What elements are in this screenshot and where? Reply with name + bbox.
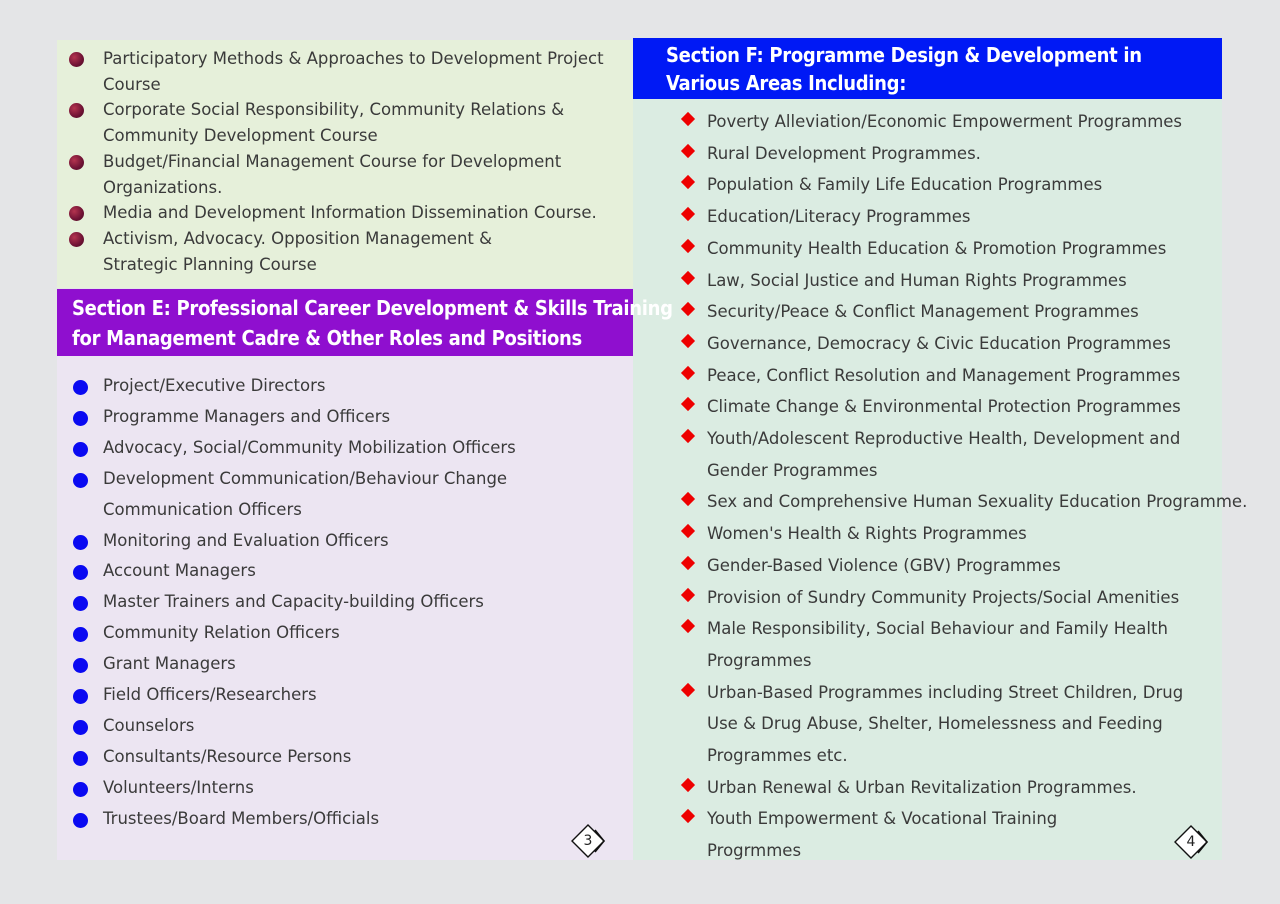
programme-list-item: Urban-Based Programmes including Street Children, Drug <box>707 682 1184 702</box>
maroon-bullet-icon <box>69 155 84 170</box>
programme-list-item: Education/Literacy Programmes <box>707 207 971 227</box>
role-list-item: Grant Managers <box>103 654 236 674</box>
course-list-item: Budget/Financial Management Course for Development <box>103 151 562 171</box>
course-list-item: Corporate Social Responsibility, Community Relations & <box>103 100 565 120</box>
programme-list-item: Law, Social Justice and Human Rights Programmes <box>707 270 1127 290</box>
blue-bullet-icon <box>73 411 88 426</box>
blue-bullet-icon <box>73 813 88 828</box>
blue-bullet-icon <box>73 380 88 395</box>
course-list-item: Activism, Advocacy. Opposition Management & <box>103 228 492 248</box>
programme-list-item: Poverty Alleviation/Economic Empowerment Programmes <box>707 112 1183 131</box>
page-number-4 <box>1174 825 1208 859</box>
programme-list-item: Climate Change & Environmental Protection Programmes <box>707 397 1181 417</box>
section-f-title-line1: Section F: Programme Design & Development in <box>666 43 1142 67</box>
programme-list-item: Youth Empowerment & Vocational Training <box>707 809 1058 829</box>
section-e-title-line1: Section E: Professional Career Development & Skills Training <box>72 296 673 320</box>
section-e-header <box>57 289 673 356</box>
programme-list-item: Male Responsibility, Social Behaviour and Family Health <box>707 619 1168 639</box>
course-list-item: Organizations. <box>103 177 223 197</box>
role-list-item: Project/Executive Directors <box>103 376 326 395</box>
role-list-item: Counselors <box>103 715 195 735</box>
programme-list-item: Gender Programmes <box>707 460 878 480</box>
role-list-item: Communication Officers <box>103 499 302 519</box>
blue-bullet-icon <box>73 689 88 704</box>
page-number-3 <box>571 824 605 858</box>
role-list-item: Field Officers/Researchers <box>103 685 317 704</box>
role-list-item: Master Trainers and Capacity-building Officers <box>103 592 484 612</box>
section-e-title-line2: for Management Cadre & Other Roles and Positions <box>72 326 582 350</box>
programme-list-item: Population & Family Life Education Programmes <box>707 175 1103 195</box>
page-number-label: 3 <box>583 833 593 849</box>
role-list-item: Account Managers <box>103 561 256 581</box>
programme-list-item: Community Health Education & Promotion Programmes <box>707 238 1167 258</box>
section-f-title-line2: Various Areas Including: <box>666 71 907 95</box>
blue-bullet-icon <box>73 535 88 550</box>
programme-list-item: Sex and Comprehensive Human Sexuality Education Programme. <box>707 492 1248 512</box>
page-number-label: 4 <box>1186 834 1196 850</box>
role-list-item: Community Relation Officers <box>103 623 340 643</box>
role-list-item: Programme Managers and Officers <box>103 406 391 426</box>
section-f-header <box>633 38 1222 99</box>
programme-list-item: Security/Peace & Conflict Management Programmes <box>707 302 1139 322</box>
course-list-item: Media and Development Information Dissemination Course. <box>103 203 597 223</box>
programme-list-item: Progrmmes <box>707 841 802 861</box>
maroon-bullet-icon <box>69 232 84 247</box>
course-list-item: Strategic Planning Course <box>103 254 317 274</box>
blue-bullet-icon <box>73 720 88 735</box>
programme-list-item: Youth/Adolescent Reproductive Health, Development and <box>707 429 1181 448</box>
blue-bullet-icon <box>73 782 88 797</box>
programme-list-item: Peace, Conflict Resolution and Management Programmes <box>707 365 1181 385</box>
blue-bullet-icon <box>73 473 88 488</box>
programme-list-item: Governance, Democracy & Civic Education Programmes <box>707 333 1171 353</box>
programme-list-item: Use & Drug Abuse, Shelter, Homelessness and Feeding <box>707 714 1163 734</box>
programme-list-item: Programmes <box>707 650 812 670</box>
role-list-item: Consultants/Resource Persons <box>103 746 352 766</box>
course-list-item: Community Development Course <box>103 126 378 146</box>
maroon-bullet-icon <box>69 52 84 67</box>
blue-bullet-icon <box>73 658 88 673</box>
role-list-item: Volunteers/Interns <box>103 777 254 797</box>
course-list-item: Participatory Methods & Approaches to Development Project <box>103 49 604 68</box>
role-list-item: Development Communication/Behaviour Change <box>103 468 508 488</box>
programme-list-item: Women's Health & Rights Programmes <box>707 524 1027 544</box>
course-list-item: Course <box>103 74 161 94</box>
role-list-item: Advocacy, Social/Community Mobilization Officers <box>103 437 516 457</box>
blue-bullet-icon <box>73 751 88 766</box>
role-list-item: Trustees/Board Members/Officials <box>103 808 380 828</box>
role-list-item: Monitoring and Evaluation Officers <box>103 530 389 550</box>
programme-list-item: Rural Development Programmes. <box>707 143 981 163</box>
blue-bullet-icon <box>73 442 88 457</box>
programme-list-item: Gender-Based Violence (GBV) Programmes <box>707 555 1061 575</box>
programme-list-item: Provision of Sundry Community Projects/Social Amenities <box>707 587 1180 607</box>
programme-list-item: Urban Renewal & Urban Revitalization Programmes. <box>707 777 1137 797</box>
programme-list-item: Programmes etc. <box>707 746 848 765</box>
